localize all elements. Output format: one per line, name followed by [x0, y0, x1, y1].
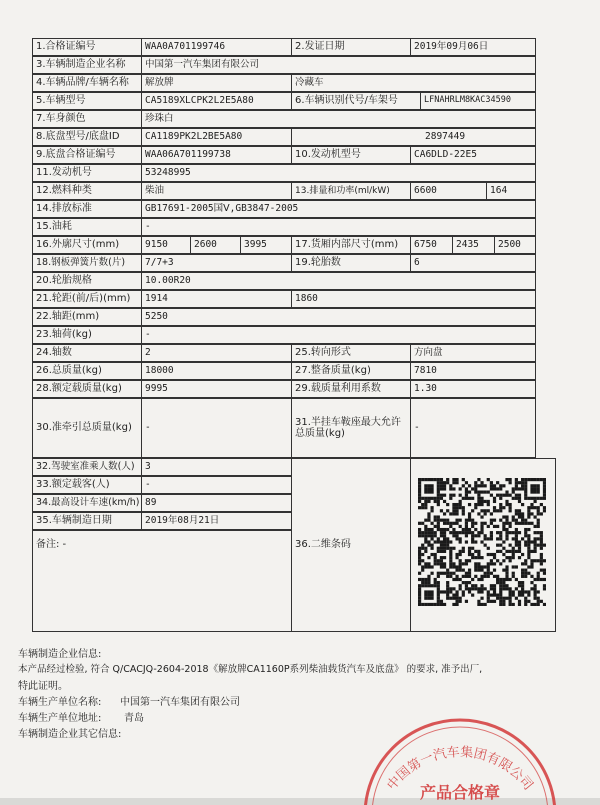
- chassis-model-value: CA1189PK2L2BE5A80: [141, 128, 292, 146]
- chassis-cert-label: 9.底盘合格证编号: [32, 146, 142, 164]
- axle-count-label: 24.轴数: [32, 344, 142, 362]
- overall-dimensions-label: 16.外廓尺寸(mm): [32, 236, 142, 254]
- gross-mass-value: 18000: [141, 362, 292, 380]
- producer-address-label: 车辆生产单位地址:: [18, 713, 102, 724]
- curb-mass-value: 7810: [410, 362, 536, 380]
- overall-height-value: 3995: [240, 236, 292, 254]
- manufacturer-value: 中国第一汽车集团有限公司: [141, 56, 536, 74]
- brand-value: 解放牌: [141, 74, 292, 92]
- producer-address-value: 青岛: [124, 713, 144, 724]
- displacement-label: 13.排量和功率(ml/kW): [291, 182, 411, 200]
- cargo-length-value: 6750: [410, 236, 453, 254]
- fuel-consumption-label: 15.油耗: [32, 218, 142, 236]
- vehicle-name-value: 冷藏车: [291, 74, 536, 92]
- fuel-label: 12.燃料种类: [32, 182, 142, 200]
- load-ratio-value: 1.30: [410, 380, 536, 398]
- model-label: 5.车辆型号: [32, 92, 142, 110]
- engine-model-value: CA6DLD-22E5: [410, 146, 536, 164]
- svg-text:中国第一汽车集团有限公司: 中国第一汽车集团有限公司: [384, 745, 536, 794]
- curb-mass-label: 27.整备质量(kg): [291, 362, 411, 380]
- tire-count-label: 19.轮胎数: [291, 254, 411, 272]
- fuel-consumption-value: -: [141, 218, 536, 236]
- fuel-value: 柴油: [141, 182, 292, 200]
- qr-label: 36.二维条码: [291, 458, 411, 632]
- power-value: 164: [486, 182, 536, 200]
- emission-label: 14.排放标准: [32, 200, 142, 218]
- saddle-mass-label: 31.半挂车鞍座最大允许总质量(kg): [291, 398, 411, 458]
- max-speed-value: 89: [141, 494, 292, 512]
- svg-text:产品合格章: 产品合格章: [419, 783, 501, 802]
- engine-no-label: 11.发动机号: [32, 164, 142, 182]
- displacement-value: 6600: [410, 182, 487, 200]
- color-value: 珍珠白: [141, 110, 536, 128]
- gross-mass-label: 26.总质量(kg): [32, 362, 142, 380]
- wheelbase-label: 22.轴距(mm): [32, 308, 142, 326]
- cab-seats-label: 32.驾驶室准乘人数(人): [32, 458, 142, 476]
- chassis-cert-value: WAA06A701199738: [141, 146, 292, 164]
- cargo-height-value: 2500: [494, 236, 536, 254]
- axle-load-label: 23.轴荷(kg): [32, 326, 142, 344]
- cert-no-label: 1.合格证编号: [32, 38, 142, 56]
- tire-spec-value: 10.00R20: [141, 272, 536, 290]
- rated-load-label: 28.额定载质量(kg): [32, 380, 142, 398]
- towing-mass-value: -: [141, 398, 292, 458]
- brand-label: 4.车辆品牌/车辆名称: [32, 74, 142, 92]
- overall-width-value: 2600: [190, 236, 241, 254]
- color-label: 7.车身颜色: [32, 110, 142, 128]
- manufacture-date-label: 35.车辆制造日期: [32, 512, 142, 530]
- saddle-mass-value: -: [410, 398, 536, 458]
- max-speed-label: 34.最高设计车速(km/h): [32, 494, 142, 512]
- leaf-spring-value: 7/7+3: [141, 254, 292, 272]
- manufacture-date-value: 2019年08月21日: [141, 512, 292, 530]
- steering-value: 方向盘: [410, 344, 536, 362]
- tire-spec-label: 20.轮胎规格: [32, 272, 142, 290]
- seal-stamp: [360, 695, 560, 805]
- qr-code: [418, 478, 546, 606]
- chassis-id-value: 2897449: [291, 128, 536, 146]
- leaf-spring-label: 18.钢板弹簧片数(片): [32, 254, 142, 272]
- tire-count-value: 6: [410, 254, 536, 272]
- chassis-model-label: 8.底盘型号/底盘ID: [32, 128, 142, 146]
- cargo-dimensions-label: 17.货厢内部尺寸(mm): [291, 236, 411, 254]
- issue-date-value: 2019年09月06日: [410, 38, 536, 56]
- cargo-width-value: 2435: [452, 236, 495, 254]
- rated-load-value: 9995: [141, 380, 292, 398]
- footer-heading: 车辆制造企业信息:: [18, 649, 102, 660]
- vin-label: 6.车辆识别代号/车架号: [291, 92, 421, 110]
- engine-no-value: 53248995: [141, 164, 536, 182]
- axle-count-value: 2: [141, 344, 292, 362]
- cert-no-value: WAA0A701199746: [141, 38, 292, 56]
- engine-model-label: 10.发动机型号: [291, 146, 411, 164]
- towing-mass-label: 30.准牵引总质量(kg): [32, 398, 142, 458]
- passengers-value: -: [141, 476, 292, 494]
- other-info-label: 车辆制造企业其它信息:: [18, 729, 122, 740]
- wheelbase-value: 5250: [141, 308, 536, 326]
- issue-date-label: 2.发证日期: [291, 38, 411, 56]
- producer-name-value: 中国第一汽车集团有限公司: [120, 697, 240, 708]
- footer-line2: 特此证明。: [18, 681, 68, 692]
- manufacturer-label: 3.车辆制造企业名称: [32, 56, 142, 74]
- steering-label: 25.转向形式: [291, 344, 411, 362]
- overall-length-value: 9150: [141, 236, 191, 254]
- remarks: 备注: -: [32, 530, 292, 632]
- passengers-label: 33.额定载客(人): [32, 476, 142, 494]
- track-label: 21.轮距(前/后)(mm): [32, 290, 142, 308]
- track-rear-value: 1860: [291, 290, 536, 308]
- footer-line1: 本产品经过检验, 符合 Q/CACJQ-2604-2018《解放牌CA1160P系列柴油载货汽车及底盘》 的要求, 准予出厂,: [18, 664, 483, 675]
- axle-load-value: -: [141, 326, 536, 344]
- model-value: CA5189XLCPK2L2E5A80: [141, 92, 292, 110]
- load-ratio-label: 29.载质量利用系数: [291, 380, 411, 398]
- track-front-value: 1914: [141, 290, 292, 308]
- producer-name-label: 车辆生产单位名称:: [18, 697, 102, 708]
- emission-value: GB17691-2005国Ⅴ,GB3847-2005: [141, 200, 536, 218]
- vin-value: LFNAHRLM8KAC34590: [420, 92, 536, 110]
- cab-seats-value: 3: [141, 458, 292, 476]
